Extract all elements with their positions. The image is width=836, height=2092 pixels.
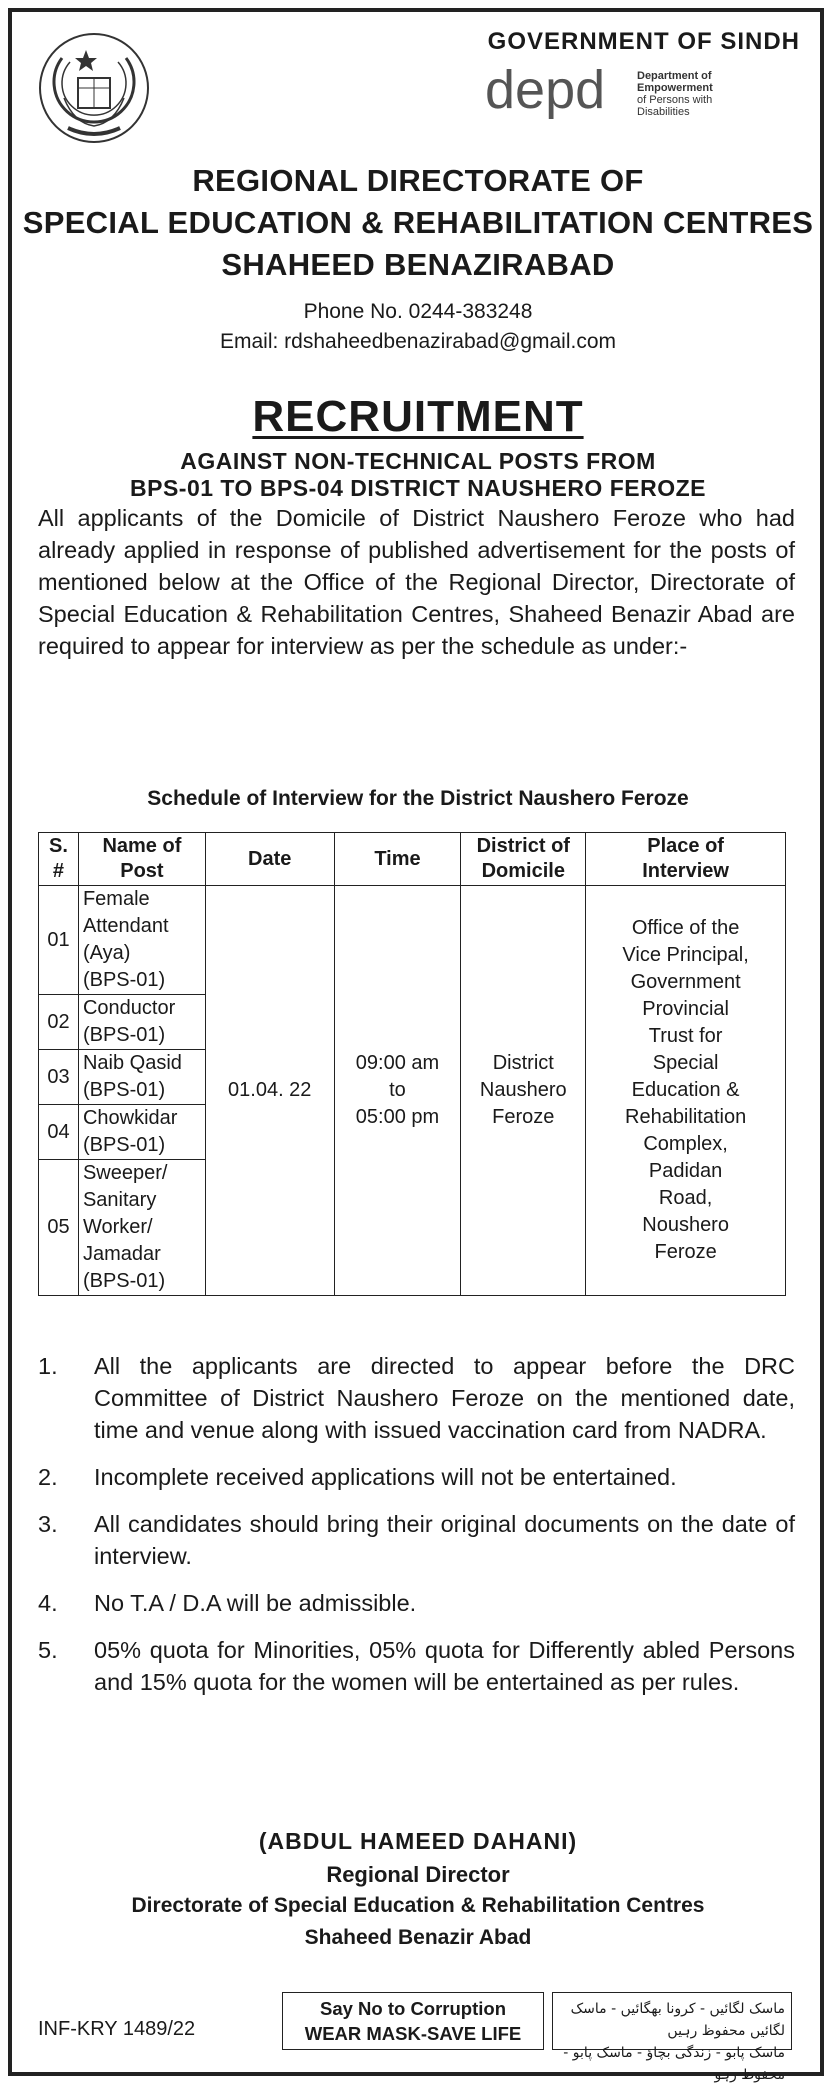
row-post: Naib Qasid (BPS-01)	[78, 1050, 205, 1105]
slogan-box	[282, 1992, 544, 2050]
header-time: Time	[334, 833, 461, 886]
email-address: Email: rdshaheedbenazirabad@gmail.com	[219, 330, 617, 353]
signatory-place: Shaheed Benazir Abad	[304, 1926, 532, 1949]
header-post: Name of Post	[78, 833, 205, 886]
dept-name-line-4: Disabilities	[637, 106, 690, 118]
depd-logo	[485, 62, 805, 142]
government-title: GOVERNMENT OF SINDH	[487, 28, 800, 55]
table-header-row	[39, 833, 786, 886]
table-row	[39, 886, 786, 995]
header-place: Place of Interview	[586, 833, 786, 886]
list-item: 1. All the applicants are directed to appear before the DRC Committee of District Naushero Feroze on the mentioned date, time and venue along with issued vaccination card from NADRA.	[38, 1353, 795, 1443]
interview-time: 09:00 am to 05:00 pm	[334, 886, 461, 1296]
row-post: Sweeper/ Sanitary Worker/ Jamadar (BPS-01)	[78, 1160, 205, 1296]
row-post: Conductor (BPS-01)	[78, 995, 205, 1050]
dept-name-line-1: Department of	[637, 70, 712, 82]
signatory-office: Directorate of Special Education & Rehabilitation Centres	[131, 1894, 705, 1917]
header-date: Date	[205, 833, 334, 886]
subtitle-line-2: BPS-01 TO BPS-04 DISTRICT NAUSHERO FEROZE	[130, 475, 706, 501]
advertisement-code: INF-KRY 1489/22	[38, 2018, 196, 2040]
sindh-emblem-icon	[34, 28, 154, 148]
row-sn: 03	[39, 1050, 79, 1105]
recruitment-title: RECRUITMENT	[252, 392, 584, 441]
intro-paragraph: All applicants of the Domicile of District Naushero Feroze who had already applied in response of published advertisement for the posts of mentioned below at the Office of the Regional Director, Directorate of Special Education & Rehabilitation Centres, Shaheed Benazir Abad are required to appear for interview as per the schedule as under:-	[38, 505, 795, 659]
district-of-domicile: District Naushero Feroze	[461, 886, 586, 1296]
header-district: District of Domicile	[461, 833, 586, 886]
list-item: 5. 05% quota for Minorities, 05% quota for Differently abled Persons and 15% quota for the women will be entertained as per rules.	[38, 1637, 795, 1695]
slogan-mask: WEAR MASK-SAVE LIFE	[304, 2023, 522, 2044]
directorate-line-3: SHAHEED BENAZIRABAD	[221, 247, 615, 282]
interview-date: 01.04. 22	[205, 886, 334, 1296]
row-sn: 01	[39, 886, 79, 995]
list-item: 4. No T.A / D.A will be admissible.	[38, 1590, 417, 1616]
schedule-title: Schedule of Interview for the District Naushero Feroze	[147, 787, 689, 810]
row-post: Female Attendant (Aya) (BPS-01)	[78, 886, 205, 995]
dept-name-line-2: Empowerment	[637, 82, 713, 94]
urdu-slogan-box	[552, 1992, 792, 2083]
instructions-list	[38, 1350, 795, 1713]
list-item: 3. All candidates should bring their original documents on the date of interview.	[38, 1511, 795, 1569]
urdu-slogan-2: ماسک پابو - زندگی بچاؤ - ماسک پابو - محفوظ رہو	[563, 2045, 785, 2083]
row-sn: 02	[39, 995, 79, 1050]
depd-logo-text: depd	[485, 62, 606, 120]
urdu-slogan-1: ماسک لگائیں - کرونا بھگائیں - ماسک لگائیں محفوظ رہیں	[570, 2001, 785, 2039]
signatory-name: (ABDUL HAMEED DAHANI)	[258, 1828, 578, 1854]
signatory-designation: Regional Director	[326, 1862, 510, 1887]
row-post: Chowkidar (BPS-01)	[78, 1105, 205, 1160]
phone-number: Phone No. 0244-383248	[303, 300, 533, 323]
directorate-line-1: REGIONAL DIRECTORATE OF	[192, 163, 644, 198]
list-item: 2. Incomplete received applications will not be entertained.	[38, 1464, 677, 1490]
row-sn: 05	[39, 1160, 79, 1296]
header-sn: S. #	[39, 833, 79, 886]
interview-schedule-table	[38, 832, 786, 1296]
directorate-line-2: SPECIAL EDUCATION & REHABILITATION CENTRES	[22, 205, 814, 240]
subtitle-line-1: AGAINST NON-TECHNICAL POSTS FROM	[180, 448, 656, 474]
slogan-corruption: Say No to Corruption	[319, 1998, 507, 2019]
place-of-interview: Office of the Vice Principal, Government Provincial Trust for Special Education & Rehabilitation Complex, Padidan Road, Noushero Feroze	[586, 886, 786, 1296]
dept-name-line-3: of Persons with	[637, 94, 713, 106]
row-sn: 04	[39, 1105, 79, 1160]
